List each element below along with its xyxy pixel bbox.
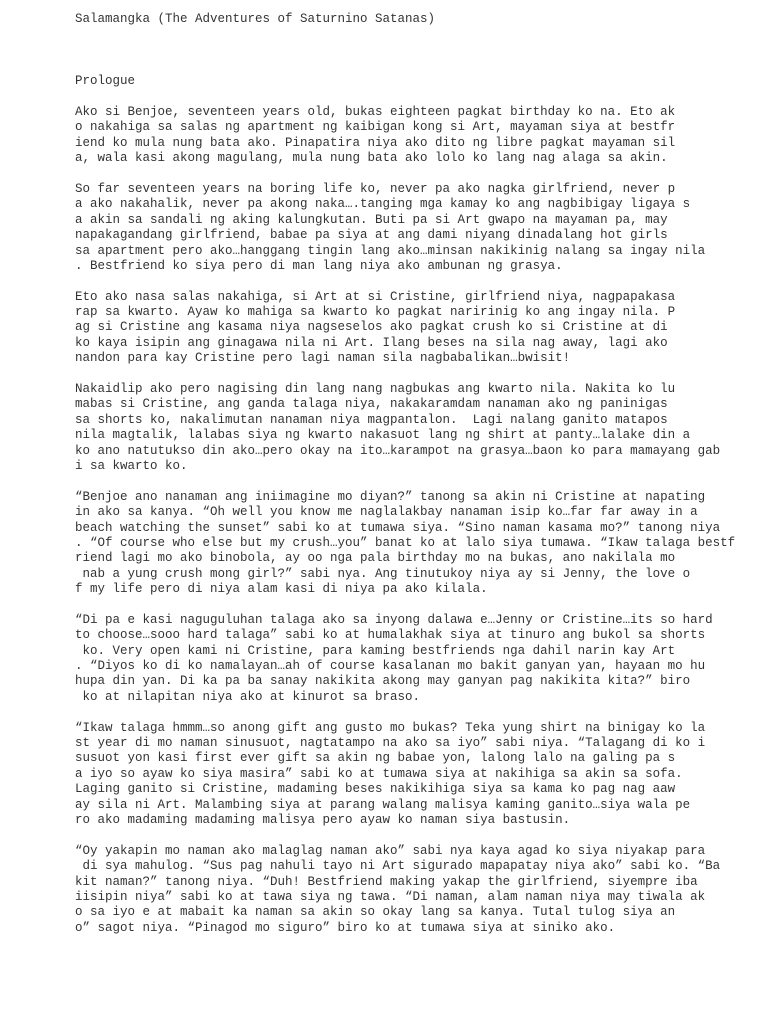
text-line: di sya mahulog. “Sus pag nahuli tayo ni Art sigurado mapapatay niya ako” sabi ko. “Ba	[75, 859, 721, 874]
text-line: to choose…sooo hard talaga” sabi ko at humalakhak siya at tinuro ang bukol sa shorts	[75, 628, 706, 643]
section-heading: Prologue	[75, 74, 136, 88]
text-line: in ako sa kanya. “Oh well you know me naglalakbay nanaman isip ko…far far away in a	[75, 505, 698, 520]
text-line: kit naman?” tanong niya. “Duh! Bestfriend making yakap the girlfriend, siyempre iba	[75, 874, 698, 889]
text-line: i sa kwarto ko.	[75, 458, 188, 473]
paragraph	[75, 182, 735, 274]
text-line: hupa din yan. Di ka pa ba sanay nakikita akong may ganyan pag nakikita kita?” biro	[75, 674, 691, 689]
paragraph	[75, 382, 735, 474]
text-line: . Bestfriend ko siya pero di man lang niya ako ambunan ng grasya.	[75, 258, 563, 273]
text-line: nab a yung crush mong girl?” sabi nya. Ang tinutukoy niya ay si Jenny, the love o	[75, 566, 691, 581]
text-line: ag si Cristine ang kasama niya nagseselos ako pagkat crush ko si Cristine at di	[75, 320, 668, 335]
text-line: “Oy yakapin mo naman ako malaglag naman ako” sabi nya kaya agad ko siya niyakap para	[75, 843, 706, 858]
text-line: ko kaya isipin ang ginagawa nila ni Art. Ilang beses na sila nag away, lagi ako	[75, 335, 668, 350]
text-line: . “Diyos ko di ko namalayan…ah of course kasalanan mo bakit ganyan yan, hayaan mo hu	[75, 659, 706, 674]
text-line: susuot yon kasi first ever gift sa akin ng babae yon, lalong lalo na galing pa s	[75, 751, 676, 766]
text-line: Laging ganito si Cristine, madaming beses nakikihiga siya sa kama ko pag nag aaw	[75, 782, 676, 797]
text-line: ko at nilapitan niya ako at kinurot sa braso.	[75, 689, 421, 704]
text-line: a akin sa sandali ng aking kalungkutan. Buti pa si Art gwapo na mayaman pa, may	[75, 212, 668, 227]
document-body	[75, 105, 735, 951]
text-line: o” sagot niya. “Pinagod mo siguro” biro ko at tumawa siya at siniko ako.	[75, 920, 616, 935]
text-line: nila magtalik, lalabas siya ng kwarto nakasuot lang ng shirt at panty…lalake din a	[75, 428, 691, 443]
text-line: sa apartment pero ako…hanggang tingin lang ako…minsan nakikinig nalang sa ingay nila	[75, 243, 706, 258]
text-line: So far seventeen years na boring life ko, never pa ako nagka girlfriend, never p	[75, 181, 676, 196]
text-line: . “Of course who else but my crush…you” banat ko at lalo siya tumawa. “Ikaw talaga bestf	[75, 535, 736, 550]
text-line: o sa iyo e at mabait ka naman sa akin so okay lang sa kanya. Tutal tulog siya an	[75, 905, 676, 920]
document-title: Salamangka (The Adventures of Saturnino Satanas)	[75, 12, 436, 26]
text-line: ko ano natutukso din ako…pero okay na ito…karampot na grasya…baon ko para mamayang gab	[75, 443, 721, 458]
paragraph	[75, 613, 735, 705]
text-line: “Ikaw talaga hmmm…so anong gift ang gusto mo bukas? Teka yung shirt na binigay ko la	[75, 720, 706, 735]
paragraph	[75, 721, 735, 829]
text-line: nandon para kay Cristine pero lagi naman sila nagbabalikan…bwisit!	[75, 351, 571, 366]
text-line: rap sa kwarto. Ayaw ko mahiga sa kwarto ko pagkat naririnig ko ang ingay nila. P	[75, 305, 676, 320]
text-line: ay sila ni Art. Malambing siya at parang walang malisya kaming ganito…siya wala pe	[75, 797, 691, 812]
text-line: a, wala kasi akong magulang, mula nung bata ako lolo ko lang nag alaga sa akin.	[75, 151, 668, 166]
text-line: o nakahiga sa salas ng apartment ng kaibigan kong si Art, mayaman siya at bestfr	[75, 120, 676, 135]
text-line: Nakaidlip ako pero nagising din lang nang nagbukas ang kwarto nila. Nakita ko lu	[75, 382, 676, 397]
text-line: ko. Very open kami ni Cristine, para kaming bestfriends nga dahil narin kay Art	[75, 643, 676, 658]
text-line: a iyo so ayaw ko siya masira” sabi ko at tumawa siya at nakihiga sa akin sa sofa.	[75, 766, 683, 781]
text-line: f my life pero di niya alam kasi di niya pa ako kilala.	[75, 582, 488, 597]
text-line: napakagandang girlfriend, babae pa siya at ang dami niyang dinadalang hot girls	[75, 228, 668, 243]
text-line: mabas si Cristine, ang ganda talaga niya, nakakaramdam nanaman ako ng paninigas	[75, 397, 668, 412]
text-line: iisipin niya” sabi ko at tawa siya ng tawa. “Di naman, alam naman niya may tiwala ak	[75, 889, 706, 904]
paragraph	[75, 290, 735, 367]
text-line: st year di mo naman sinusuot, nagtatampo na ako sa iyo” sabi niya. “Talagang di ko i	[75, 736, 706, 751]
paragraph	[75, 105, 735, 167]
text-line: Eto ako nasa salas nakahiga, si Art at si Cristine, girlfriend niya, nagpapakasa	[75, 289, 676, 304]
paragraph	[75, 844, 735, 936]
text-line: sa shorts ko, nakalimutan nanaman niya magpantalon. Lagi nalang ganito matapos	[75, 412, 668, 427]
text-line: iend ko mula nung bata ako. Pinapatira niya ako dito ng libre pagkat mayaman sil	[75, 135, 676, 150]
text-line: beach watching the sunset” sabi ko at tumawa siya. “Sino naman kasama mo?” tanong niya	[75, 520, 721, 535]
text-line: “Benjoe ano nanaman ang iniimagine mo diyan?” tanong sa akin ni Cristine at napating	[75, 489, 706, 504]
text-line: ro ako madaming madaming malisya pero ayaw ko naman siya bastusin.	[75, 812, 571, 827]
text-line: a ako nakahalik, never pa akong naka….tanging mga kamay ko ang nagbibigay ligaya s	[75, 197, 691, 212]
text-line: riend lagi mo ako binobola, ay oo nga pala birthday mo na bukas, ano nakilala mo	[75, 551, 676, 566]
text-line: “Di pa e kasi naguguluhan talaga ako sa inyong dalawa e…Jenny or Cristine…its so hard	[75, 612, 713, 627]
paragraph	[75, 490, 735, 598]
text-line: Ako si Benjoe, seventeen years old, bukas eighteen pagkat birthday ko na. Eto ak	[75, 105, 676, 119]
